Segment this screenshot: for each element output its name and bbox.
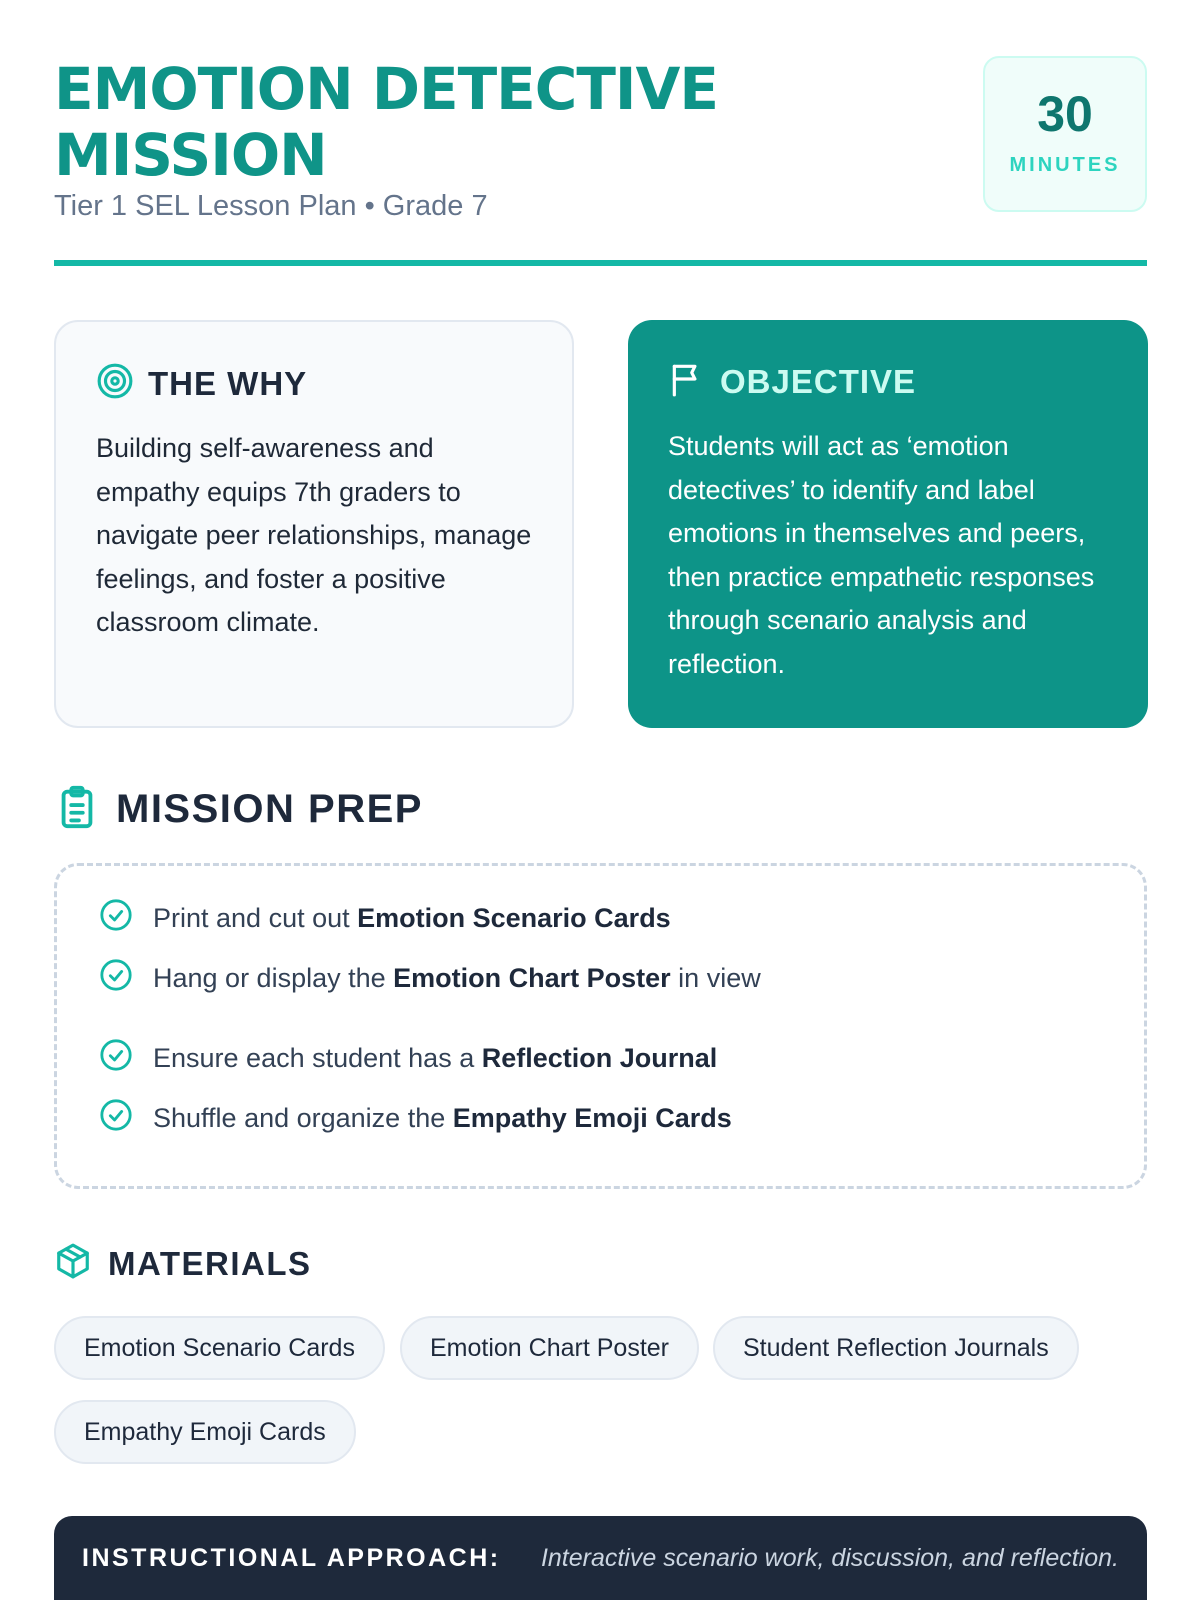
- prep-item-text: Shuffle and organize the Empathy Emoji Cards: [153, 1103, 732, 1133]
- clipboard-list-icon: [54, 784, 100, 835]
- page-title: EMOTION DETECTIVE MISSION: [54, 55, 718, 189]
- prep-item: [99, 1098, 732, 1139]
- prep-item: [99, 958, 761, 999]
- check-circle-icon: [99, 1038, 133, 1079]
- why-card: [54, 320, 574, 728]
- approach-label: INSTRUCTIONAL APPROACH:: [82, 1543, 501, 1572]
- prep-item: [99, 1038, 717, 1079]
- duration-unit: MINUTES: [1009, 154, 1121, 176]
- material-chip: Emotion Chart Poster: [400, 1316, 699, 1380]
- objective-title: OBJECTIVE: [720, 362, 917, 400]
- prep-item-text: Hang or display the Emotion Chart Poster in view: [153, 963, 761, 993]
- objective-body: Students will act as ‘emotion detectives’ to identify and label emotions in themselves and peers, then practice empathetic responses through scenario analysis and reflection.: [668, 431, 1095, 679]
- prep-title: MISSION PREP: [116, 787, 423, 831]
- package-icon: [54, 1242, 92, 1285]
- flag-icon: [668, 360, 706, 403]
- materials-heading: [54, 1242, 312, 1285]
- why-body: Building self-awareness and empathy equips 7th graders to navigate peer relationships, manage feelings, and foster a positive classroom climate.: [96, 433, 532, 637]
- material-chip: Emotion Scenario Cards: [54, 1316, 385, 1380]
- check-circle-icon: [99, 958, 133, 999]
- material-chip: Student Reflection Journals: [713, 1316, 1079, 1380]
- why-title: THE WHY: [148, 364, 308, 402]
- prep-checklist: [54, 863, 1147, 1189]
- duration-badge: [983, 56, 1147, 212]
- page-subtitle: Tier 1 SEL Lesson Plan • Grade 7: [54, 190, 488, 222]
- lesson-header: [54, 56, 1147, 266]
- prep-item: [99, 898, 671, 939]
- instructional-approach-bar: [54, 1516, 1147, 1600]
- prep-item-text: Ensure each student has a Reflection Journal: [153, 1043, 718, 1073]
- approach-text: Interactive scenario work, discussion, and reflection.: [540, 1543, 1119, 1572]
- check-circle-icon: [99, 1098, 133, 1139]
- prep-heading: [54, 784, 423, 835]
- material-chip: Empathy Emoji Cards: [54, 1400, 356, 1464]
- prep-item-text: Print and cut out Emotion Scenario Cards: [153, 903, 671, 933]
- target-icon: [96, 362, 134, 405]
- objective-card: [628, 320, 1148, 728]
- check-circle-icon: [99, 898, 133, 939]
- materials-title: MATERIALS: [108, 1244, 312, 1282]
- duration-value: 30: [1037, 86, 1093, 142]
